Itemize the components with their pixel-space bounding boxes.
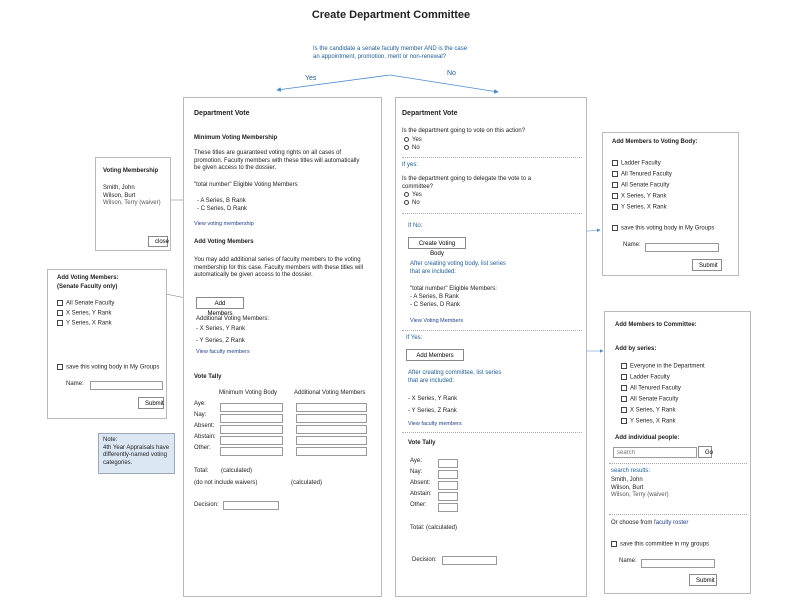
left-tally-labels	[194, 401, 216, 456]
radio[interactable]	[404, 192, 409, 197]
divider	[402, 157, 582, 158]
no-arrow	[390, 75, 498, 92]
checkbox-option[interactable]: Ladder Faculty	[612, 160, 672, 171]
add-by-series-label: Add by series:	[615, 346, 657, 352]
checkbox[interactable]	[57, 320, 63, 326]
nay-input[interactable]	[438, 470, 458, 479]
list-item[interactable]: Smith, John	[611, 477, 643, 483]
checkbox-option[interactable]: All Tenured Faculty	[621, 385, 705, 396]
decision-input[interactable]	[223, 501, 279, 510]
col-additional-voting: Additional Voting Members	[294, 390, 366, 396]
close-button[interactable]: close	[148, 236, 168, 247]
checkbox[interactable]	[621, 385, 627, 391]
view-faculty-members-link[interactable]: View faculty members	[196, 349, 250, 355]
tally-label: Other:	[194, 445, 211, 451]
checkbox[interactable]	[612, 171, 618, 177]
checkbox-option[interactable]: Y Series, X Rank	[612, 204, 672, 215]
checkbox-option[interactable]: X Series, Y Rank	[612, 193, 672, 204]
body-popup-heading: Add Members to Voting Body:	[612, 139, 698, 145]
name-label: Name:	[619, 558, 637, 564]
if-no-label: If No:	[408, 223, 423, 229]
right-panel-heading: Department Vote	[402, 110, 458, 117]
add-nay-input[interactable]	[296, 414, 367, 423]
checkbox[interactable]	[57, 310, 63, 316]
delegate-radio-group	[404, 192, 422, 207]
list-item: - X Series, Y Rank	[196, 326, 246, 332]
other-input[interactable]	[438, 503, 458, 512]
vote-radio-group	[404, 137, 422, 152]
additional-voting-label: Additional Voting Members:	[196, 316, 270, 322]
divider	[609, 514, 747, 515]
min-voting-text: These titles are guaranteed voting rights on all cases of promotion. Faculty members with these titles will automatically be given access to the dossier.	[194, 150, 360, 171]
appraisal-note: Note: 4th Year Appraisals have differently-named voting categories.	[98, 433, 175, 474]
create-voting-body-button[interactable]: Create Voting Body	[408, 237, 466, 249]
group-name-input[interactable]	[645, 243, 719, 252]
list-item: - Y Series, Z Rank	[408, 407, 457, 414]
additional-series-list	[196, 326, 245, 345]
min-nay-input[interactable]	[220, 414, 283, 423]
add-members-button[interactable]: Add Members	[406, 349, 464, 361]
checkbox[interactable]	[612, 225, 618, 231]
tally-label: Nay:	[410, 469, 423, 475]
checkbox-option[interactable]: Y Series, X Rank	[621, 418, 705, 429]
checkbox[interactable]	[612, 193, 618, 199]
add-voting-popup	[47, 269, 167, 419]
tally-label: Nay:	[194, 412, 207, 418]
flow-question: Is the candidate a senate faculty member AND is the case an appointment, promotion, merit or non-renewal?	[313, 46, 468, 60]
checkbox-option[interactable]: Ladder Faculty	[621, 374, 705, 385]
checkbox-option[interactable]: Y Series, X Rank	[57, 320, 114, 330]
add-voting-heading: Add Voting Members	[194, 239, 254, 245]
membership-list	[103, 185, 161, 208]
checkbox[interactable]	[57, 364, 63, 370]
abstain-input[interactable]	[438, 492, 458, 501]
add-absent-input[interactable]	[296, 425, 367, 434]
view-voting-membership-link[interactable]: View voting membership	[194, 221, 254, 227]
name-label: Name:	[66, 381, 84, 387]
page-title: Create Department Committee	[311, 9, 471, 21]
radio[interactable]	[404, 137, 409, 142]
delegate-question: Is the department going to delegate the vote to a committee?	[402, 176, 532, 190]
checkbox-option[interactable]: Everyone in the Department	[621, 363, 705, 374]
choose-from-roster: Or choose from faculty roster	[611, 520, 689, 526]
list-item: Smith, John	[103, 185, 135, 191]
list-item[interactable]: Wilson, Burt	[611, 484, 644, 491]
checkbox[interactable]	[621, 374, 627, 380]
checkbox-option[interactable]: All Senate Faculty	[57, 300, 114, 310]
min-absent-input[interactable]	[220, 425, 283, 434]
checkbox[interactable]	[621, 396, 627, 402]
radio[interactable]	[404, 200, 409, 205]
committee-series-list	[408, 396, 457, 415]
min-abstain-input[interactable]	[220, 436, 283, 445]
checkbox[interactable]	[612, 204, 618, 210]
tally-label: Absent:	[410, 480, 431, 486]
add-individual-label: Add individual people:	[615, 435, 680, 441]
list-item: - A Series, B Rank	[410, 294, 459, 300]
submit-button[interactable]: Submit	[138, 397, 164, 409]
min-series-list	[197, 198, 247, 213]
submit-button[interactable]: Submit	[689, 574, 717, 586]
additional-total-calculated: (calculated)	[291, 480, 323, 486]
add-voting-popup-heading: Add Voting Members:	[57, 275, 119, 281]
right-tally-labels	[410, 458, 432, 513]
checkbox-option[interactable]: X Series, Y Rank	[57, 310, 114, 320]
eligible-members-count: "total number" Eligible Members:	[410, 286, 497, 292]
view-faculty-members-link[interactable]: View faculty members	[408, 421, 462, 427]
decision-label: Decision:	[412, 557, 437, 563]
list-item: - C Series, D Rank	[410, 301, 461, 308]
branch-no: No	[447, 70, 456, 77]
save-committee-option[interactable]: save this committee in my groups	[611, 541, 709, 549]
committee-popup-heading: Add Members to Committee:	[615, 322, 697, 328]
branch-yes: Yes	[305, 75, 317, 82]
list-item: - X Series, Y Rank	[408, 396, 458, 402]
add-aye-input[interactable]	[296, 403, 367, 412]
body-options	[612, 160, 672, 215]
radio-no[interactable]: No	[404, 200, 422, 208]
radio-no[interactable]: No	[404, 145, 422, 153]
committee-name-input[interactable]	[641, 559, 715, 568]
add-members-button[interactable]: Add Members	[196, 297, 244, 309]
radio-yes[interactable]: Yes	[404, 137, 422, 145]
checkbox[interactable]	[612, 160, 618, 166]
total-calculated: Total: (calculated)	[410, 525, 458, 531]
checkbox-option[interactable]: All Tenured Faculty	[612, 171, 672, 182]
yes-arrow	[277, 75, 390, 90]
vote-tally-heading: Vote Tally	[194, 374, 222, 380]
checkbox[interactable]	[621, 407, 627, 413]
radio[interactable]	[404, 145, 409, 150]
faculty-roster-link[interactable]: faculty roster	[654, 520, 689, 526]
divider	[609, 463, 747, 464]
left-panel-heading: Department Vote	[194, 110, 250, 117]
list-item: - A Series, B Rank	[197, 198, 246, 204]
divider	[402, 330, 582, 331]
after-body-text: After creating voting body, list series that are included:	[410, 261, 506, 275]
view-voting-members-link[interactable]: View Voting Members	[410, 318, 464, 324]
checkbox-option[interactable]: X Series, Y Rank	[621, 407, 705, 418]
list-item: Wilson, Burt	[103, 192, 136, 199]
checkbox[interactable]	[621, 363, 627, 369]
tally-label: Abstain:	[194, 434, 216, 440]
group-name-input[interactable]	[90, 381, 163, 390]
left-vote-panel	[183, 97, 382, 597]
tally-label: Abstain:	[410, 491, 432, 497]
list-item: Wilson, Terry (waiver)	[103, 200, 161, 206]
checkbox[interactable]	[57, 300, 63, 306]
checkbox[interactable]	[621, 418, 627, 424]
checkbox-option[interactable]: All Senate Faculty	[621, 396, 705, 407]
add-to-voting-body-popup	[602, 132, 739, 276]
save-voting-body-option[interactable]: save this voting body in My Groups	[612, 225, 714, 233]
checkbox[interactable]	[611, 541, 617, 547]
absent-input[interactable]	[438, 481, 458, 490]
search-results-list	[611, 477, 669, 500]
radio-yes[interactable]: Yes	[404, 192, 422, 200]
search-results-label: search results:	[611, 468, 651, 474]
total-calculated: (calculated)	[221, 468, 253, 474]
vote-tally-heading: Vote Tally	[408, 440, 436, 446]
min-aye-input[interactable]	[220, 403, 283, 412]
tally-label: Absent:	[194, 423, 215, 429]
col-minimum-voting-body: Minimum Voting Body	[219, 390, 278, 396]
checkbox[interactable]	[612, 182, 618, 188]
senate-options	[57, 300, 114, 330]
divider	[402, 213, 582, 214]
eligible-count: "total number" Eligible Voting Members	[194, 182, 298, 188]
name-label: Name:	[623, 242, 641, 248]
decision-input[interactable]	[442, 556, 497, 565]
total-label: Total:	[194, 468, 209, 474]
after-committee-text: After creating committee, list series that are included:	[408, 370, 502, 384]
if-yes2-label: If Yes:	[406, 335, 423, 341]
list-item[interactable]: Wilson, Terry (waiver)	[611, 492, 669, 498]
body-series-list	[410, 294, 460, 309]
add-abstain-input[interactable]	[296, 436, 367, 445]
submit-button[interactable]: Submit	[692, 259, 722, 271]
add-voting-text: You may add additional series of faculty members to the voting membership for this case. Faculty members with these titles will automatically be given access to the dossier.	[194, 257, 364, 278]
tally-label: Aye:	[194, 401, 206, 407]
add-voting-popup-sub: (Senate Faculty only)	[57, 284, 118, 290]
tally-label: Aye:	[410, 458, 422, 464]
add-other-input[interactable]	[296, 447, 367, 456]
right-vote-panel	[395, 97, 587, 597]
go-button[interactable]: Go	[698, 446, 712, 458]
tally-label: Other:	[410, 502, 427, 508]
add-to-committee-popup	[604, 311, 751, 594]
checkbox-option[interactable]: All Senate Faculty	[612, 182, 672, 193]
committee-options	[621, 363, 705, 429]
decision-label: Decision:	[194, 502, 219, 508]
if-yes-label: If yes:	[402, 162, 419, 168]
min-other-input[interactable]	[220, 447, 283, 456]
voting-membership-popup	[95, 157, 171, 251]
min-voting-heading: Minimum Voting Membership	[194, 135, 278, 141]
membership-heading: Voting Membership	[103, 168, 159, 174]
aye-input[interactable]	[438, 459, 458, 468]
list-item: - C Series, D Rank	[197, 205, 248, 212]
vote-question: Is the department going to vote on this action?	[402, 128, 526, 134]
no-waivers-note: (do not include waivers)	[194, 480, 258, 486]
search-input[interactable]	[613, 447, 697, 458]
divider	[402, 432, 582, 433]
save-voting-body-option[interactable]: save this voting body in My Groups	[57, 364, 159, 372]
list-item: - Y Series, Z Rank	[196, 337, 245, 344]
